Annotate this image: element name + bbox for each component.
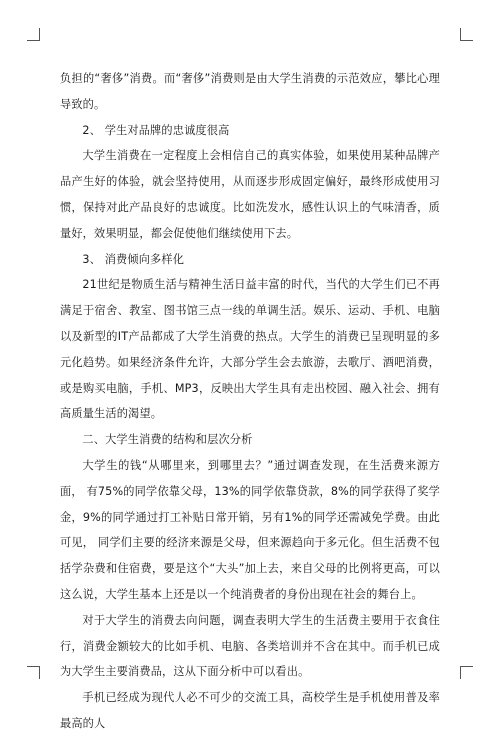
paragraph-diversified-consumption: 21世纪是物质生活与精神生活日益丰富的时代，当代的大学生们已不再满足于宿舍、教室、图书馆三点一线的单调生活。娱乐、运动、手机、电脑以及新型的IT产品都成了大学生消费的热点。大学生的消费已呈现明显的多元化趋势。如果经济条件允许，大部分学生会去旅游，去歌厅、酒吧消费，或是购买电脑，手机、MP3，反映出大学生具有走出校园、融入社会、拥有高质量生活的渴望。 [60, 278, 440, 421]
heading-brand-loyalty: 2、 学生对品牌的忠诚度很高 [82, 123, 230, 137]
crop-mark-top-left [27, 28, 40, 41]
crop-mark-bottom-left [27, 666, 40, 679]
heading-structure-analysis: 二、大学生消费的结构和层次分析 [82, 433, 253, 447]
paragraph-money-sources: 大学生的钱“从哪里来，到哪里去？”通过调查发现，在生活费来源方面， 有75%的同学依靠父母，13%的同学依靠贷款，8%的同学获得了奖学金，9%的同学通过打工补贴日常开销，另有1%的同学还需减免学费。由此可见， 同学们主要的经济来源是父母，但来源趋向于多元化。但生活费不包括学杂费和住宿费，要是这个“大头”加上去，来自父母的比例将更高，可以这么说，大学生基本上还是以一个纯消费者的身份出现在社会的舞台上。 [60, 458, 440, 601]
heading-diversified-consumption: 3、 消费倾向多样化 [82, 252, 185, 266]
paragraph-brand-loyalty: 大学生消费在一定程度上会相信自己的真实体验，如果使用某种品牌产品产生好的体验，就会坚持使用，从而逐步形成固定偏好，最终形成使用习惯，保持对此产品良好的忠诚度。比如洗发水，感性认识上的气味清香，质量好，效果明显，都会促使他们继续使用下去。 [60, 149, 440, 240]
paragraph-spending-direction: 对于大学生的消费去向问题，调查表明大学生的生活费主要用于衣食住行，消费金额较大的比如手机、电脑、各类培训并不含在其中。而手机已成为大学生主要消费品，这从下面分析中可以看出。 [60, 613, 440, 679]
crop-mark-top-right [460, 28, 473, 41]
paragraph-luxury-consumption: 负担的“奢侈”消费。而“奢侈”消费则是由大学生消费的示范效应，攀比心理导致的。 [60, 72, 440, 111]
crop-mark-bottom-right [460, 666, 473, 679]
paragraph-mobile-phones: 手机已经成为现代人必不可少的交流工具，高校学生是手机使用普及率最高的人 [60, 691, 440, 730]
document-body [60, 66, 440, 737]
